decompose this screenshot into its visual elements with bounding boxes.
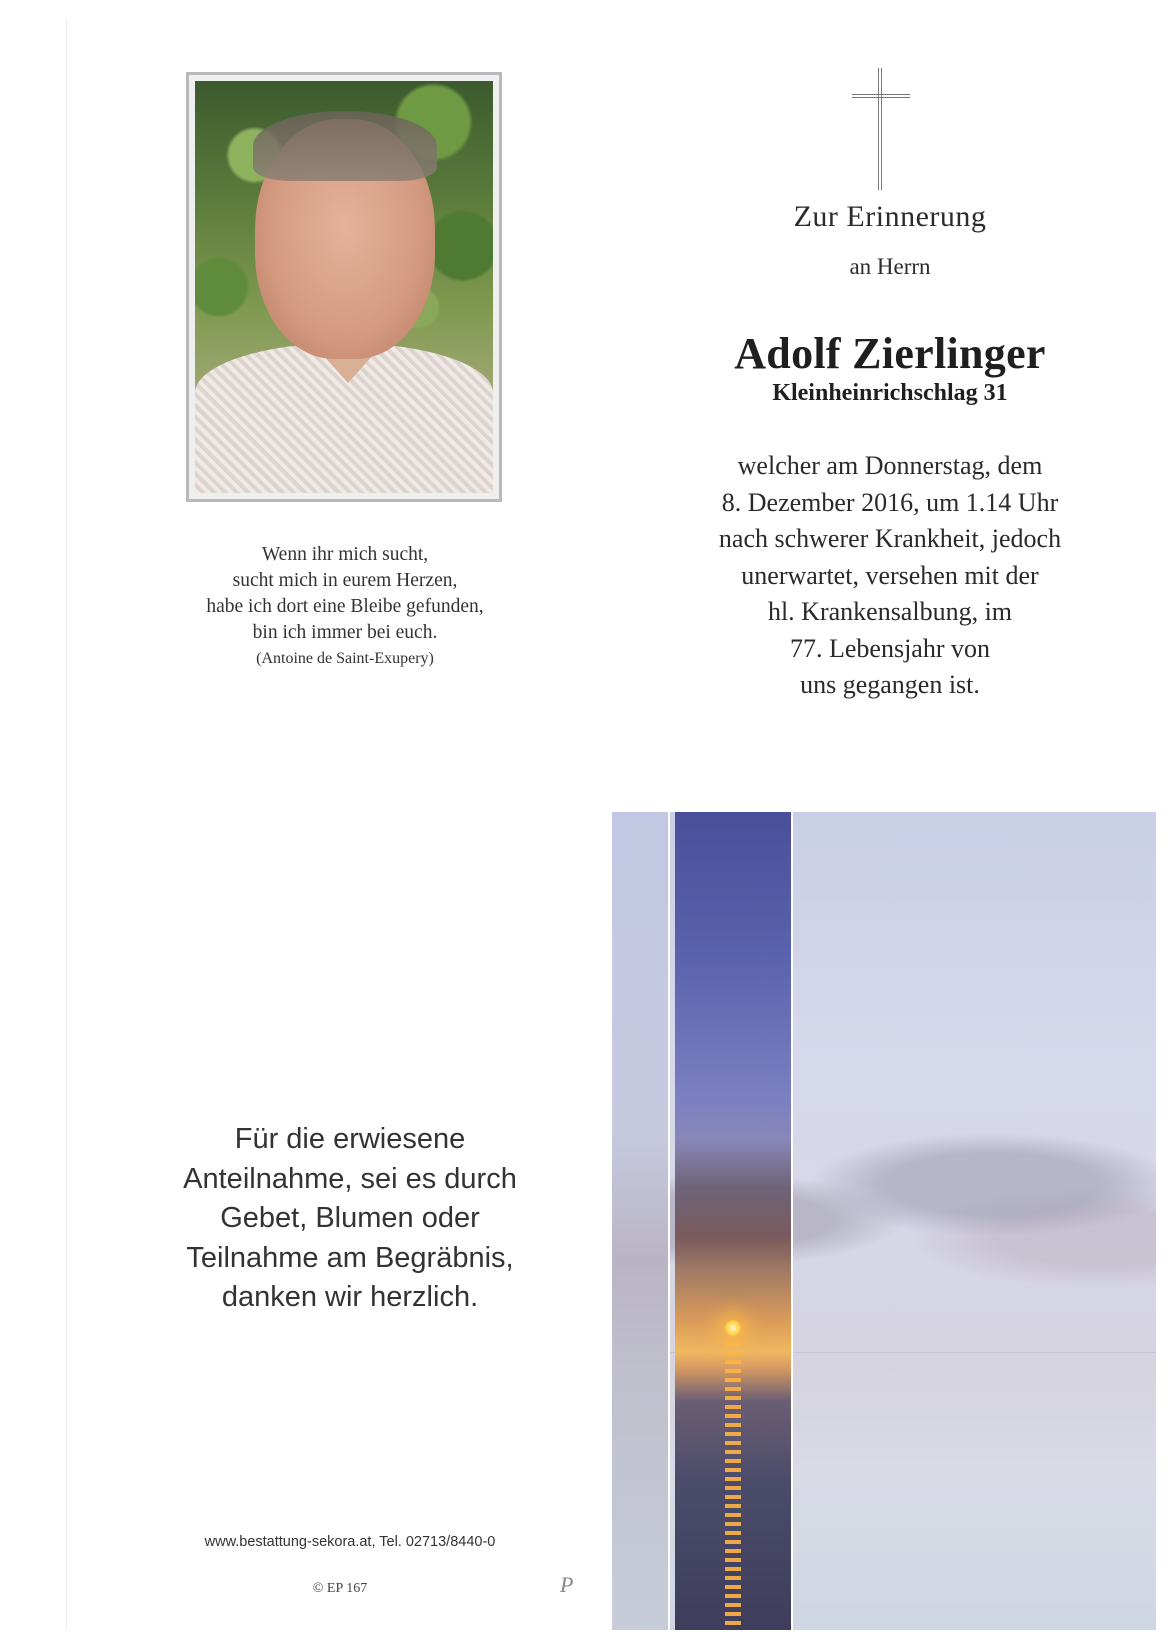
thanks-line: danken wir herzlich. (221, 1281, 479, 1313)
funeral-home-contact: www.bestattung-sekora.at, Tel. 02713/8440-0 (204, 1534, 496, 1550)
portrait-photo (195, 81, 493, 493)
cross-icon (852, 68, 910, 190)
thanks-line: Für die erwiesene (234, 1123, 466, 1155)
quote-line: habe ich dort eine Bleibe gefunden, (206, 596, 484, 617)
quote-author: (Antoine de Saint-Exupery) (256, 650, 434, 667)
notice-line: uns gegangen ist. (800, 670, 980, 699)
sun-reflection (725, 1342, 741, 1630)
thanks-line: Anteilnahme, sei es durch (183, 1162, 517, 1195)
page-fold-line (66, 20, 67, 1630)
notice-line: hl. Krankensalbung, im (767, 597, 1013, 626)
thanks-message (130, 1120, 570, 1318)
quote-line: Wenn ihr mich sucht, (261, 544, 429, 565)
thanks-line: Teilnahme am Begräbnis, (186, 1241, 514, 1274)
quote-line: sucht mich in eurem Herzen, (232, 570, 458, 591)
sun-icon (725, 1320, 741, 1336)
strip-divider-right (791, 812, 793, 1630)
sky-strip-left (612, 812, 668, 1630)
memorial-title: Zur Erinnerung (793, 200, 987, 233)
notice-line: nach schwerer Krankheit, jedoch (718, 524, 1062, 553)
portrait-frame (186, 72, 502, 502)
thanks-line: Gebet, Blumen oder (220, 1202, 480, 1234)
quote-block (150, 542, 540, 672)
notice-line: unerwartet, versehen mit der (741, 560, 1039, 590)
printer-initial: P (560, 1572, 574, 1597)
deceased-name: Adolf Zierlinger (734, 329, 1046, 378)
memorial-salutation: an Herrn (849, 254, 931, 279)
quote-line: bin ich immer bei euch. (252, 622, 438, 643)
death-notice (680, 448, 1100, 704)
notice-line: welcher am Donnerstag, dem (737, 451, 1043, 480)
deceased-address: Kleinheinrichschlag 31 (772, 380, 1008, 406)
notice-line: 77. Lebensjahr von (789, 633, 990, 663)
sunset-strip (675, 812, 791, 1630)
strip-divider-left (668, 812, 670, 1630)
notice-line: 8. Dezember 2016, um 1.14 Uhr (721, 487, 1059, 517)
print-code: © EP 167 (312, 1581, 368, 1596)
